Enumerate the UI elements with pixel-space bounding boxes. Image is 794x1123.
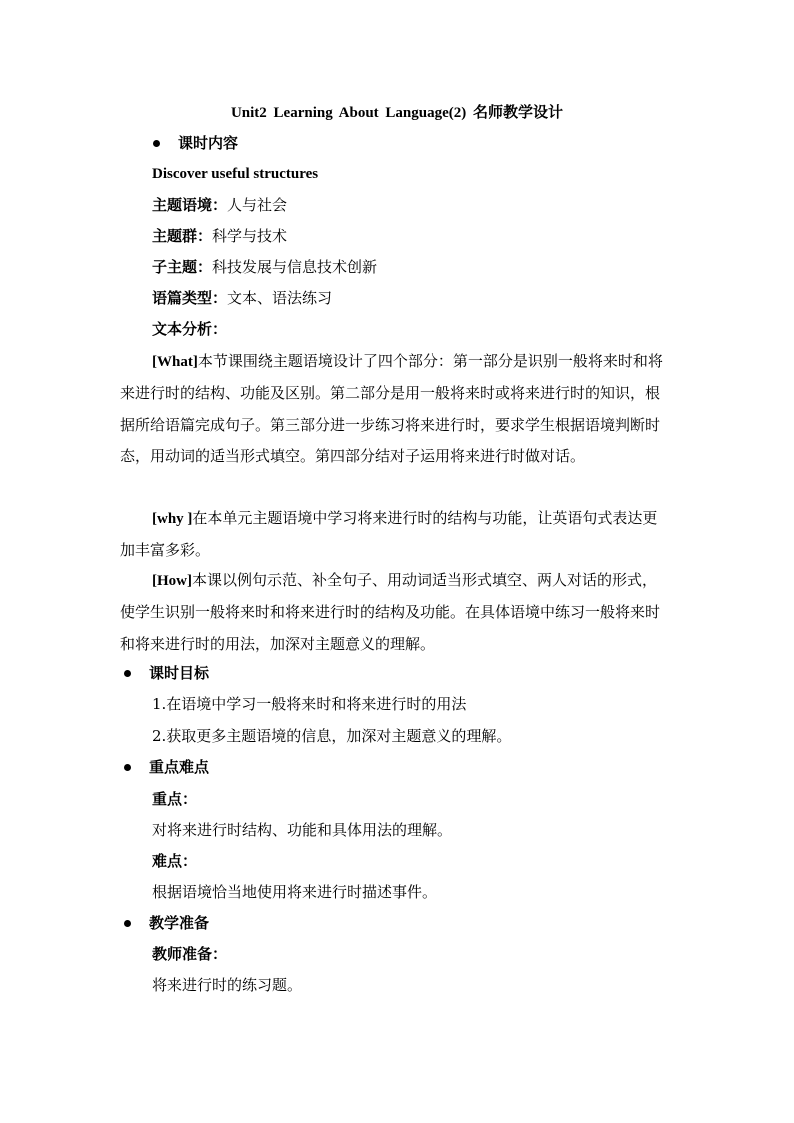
bullet-icon: [124, 670, 131, 677]
info-value: 科学与技术: [212, 227, 288, 245]
key-label: 重点：: [152, 790, 198, 808]
what-tag: [What]: [152, 354, 198, 370]
why-tag: [why ]: [152, 511, 193, 527]
why-text: 在本单元主题语境中学习将来进行时的结构与功能，让英语句式表达更加丰富多彩。: [120, 509, 658, 560]
objective-item: 1.在语境中学习一般将来时和将来进行时的用法: [152, 695, 467, 713]
how-tag: [How]: [152, 573, 192, 589]
info-label: 子主题：: [152, 258, 213, 276]
difficulty-text: 根据语境恰当地使用将来进行时描述事件。: [152, 883, 438, 901]
document-title: Unit2 Learning About Language(2) 名师教学设计: [230, 105, 564, 121]
teacher-prep-text: 将来进行时的练习题。: [152, 976, 303, 994]
info-row-subtopic: [152, 257, 377, 277]
section-heading-preparation: 教学准备: [149, 914, 210, 932]
section-heading-objectives: 课时目标: [149, 664, 210, 682]
how-paragraph: [120, 565, 668, 660]
info-label: 语篇类型：: [152, 289, 228, 307]
key-text: 对将来进行时结构、功能和具体用法的理解。: [152, 821, 453, 839]
bullet-icon: [153, 140, 160, 147]
difficulty-label: 难点：: [152, 852, 198, 870]
info-row-context: [152, 195, 287, 215]
info-row-text-type: [152, 288, 332, 308]
how-text: 本课以例句示范、补全句子、用动词适当形式填空、两人对话的形式，使学生识别一般将来时和将来进行时的结构及功能。在具体语境中练习一般将来时和将来进行时的用法，加深对主题意义的理解。: [120, 571, 661, 653]
lesson-subtitle: Discover useful structures: [152, 166, 319, 182]
section-heading-key-points: 重点难点: [149, 758, 210, 776]
info-label: 主题群：: [152, 227, 213, 245]
info-label: 主题语境：: [152, 196, 228, 214]
info-row-group: [152, 226, 287, 246]
why-paragraph: [120, 503, 668, 567]
teacher-prep-label: 教师准备：: [152, 945, 228, 963]
info-value: 文本、语法练习: [227, 289, 333, 307]
analysis-label: 文本分析：: [152, 320, 228, 338]
bullet-icon: [124, 764, 131, 771]
info-value: 人与社会: [227, 196, 288, 214]
section-heading-content: 课时内容: [178, 134, 239, 152]
what-text: 本节课围绕主题语境设计了四个部分：第一部分是识别一般将来时和将来进行时的结构、功能及区别。第二部分是用一般将来时或将来进行时的知识，根据所给语篇完成句子。第三部分进一步练习将来进行时，要求学生根据语境判断时态，用动词的适当形式填空。第四部分结对子运用将来进行时做对话。: [120, 352, 663, 465]
info-value: 科技发展与信息技术创新: [212, 258, 378, 276]
what-paragraph: [120, 346, 668, 472]
bullet-icon: [124, 920, 131, 927]
objective-item: 2.获取更多主题语境的信息，加深对主题意义的理解。: [152, 727, 512, 745]
